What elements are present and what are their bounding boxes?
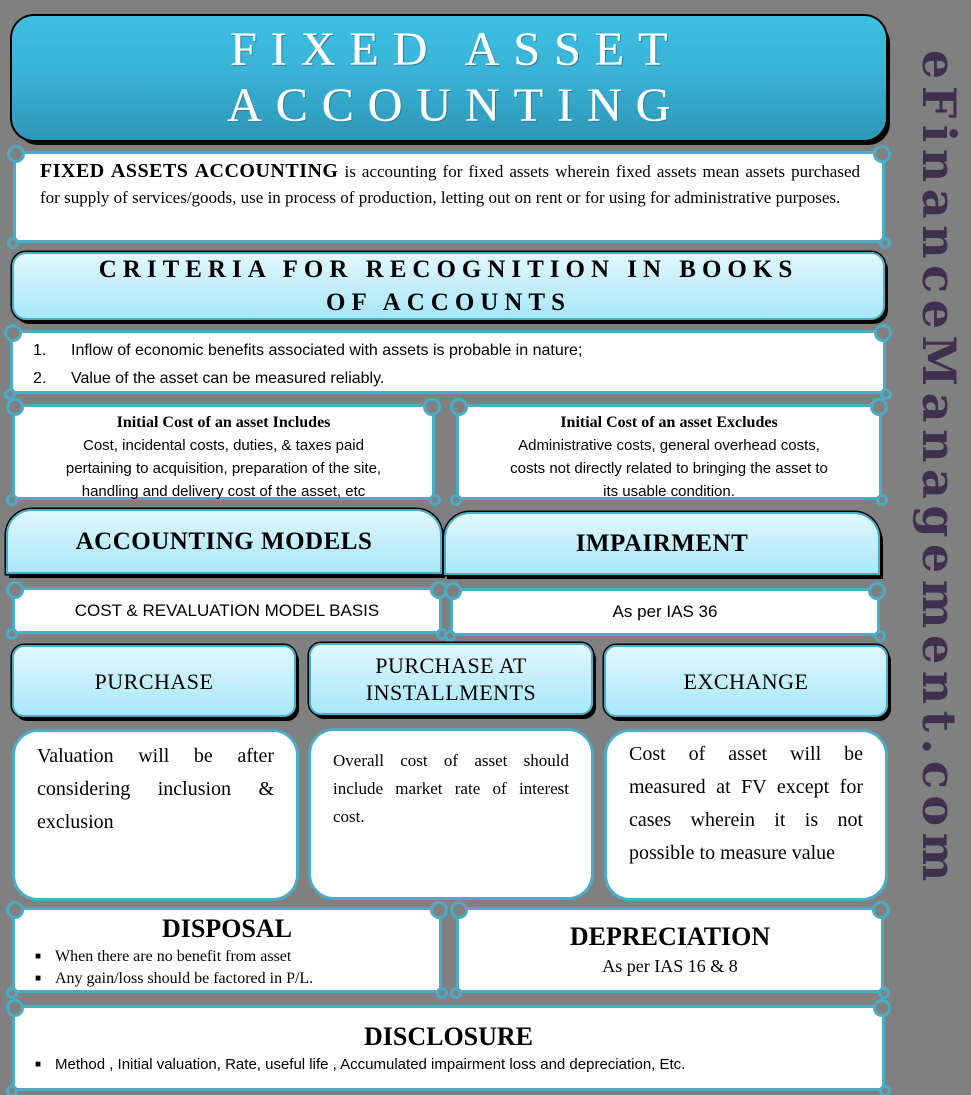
includes-heading: Initial Cost of an asset Includes (116, 414, 331, 431)
disclosure-title: DISCLOSURE (363, 1022, 534, 1051)
title-line-1: FIXED ASSET (230, 23, 682, 76)
includes-line: handling and delivery cost of the asset, etc (81, 483, 366, 500)
exchange-title: EXCHANGE (683, 668, 809, 694)
accounting-models-value-box (12, 587, 442, 634)
site-watermark: eFinanceManagement.com (912, 50, 966, 888)
initial-cost-excludes-box (456, 404, 882, 500)
depreciation-box (456, 907, 884, 993)
definition-body: is accounting for fixed assets wherein fixed assets mean assets purchased for supply of services/goods, use in process of production, letting out on rent or for using for administrative purposes. (40, 162, 860, 207)
title-banner (12, 16, 886, 140)
impairment-header (444, 512, 880, 575)
definition-text (16, 154, 882, 211)
purchase-card (12, 729, 299, 901)
disclosure-box (12, 1005, 885, 1091)
initial-cost-includes-box (12, 404, 435, 500)
purchase-installments-title-line-2: INSTALLMENTS (365, 680, 537, 705)
criteria-title-line-1: CRITERIA FOR RECOGNITION IN BOOKS (98, 256, 799, 283)
depreciation-title: DEPRECIATION (569, 922, 771, 951)
impairment-title: IMPAIRMENT (575, 529, 749, 557)
disclosure-bullet: ■ Method , Initial valuation, Rate, useful life , Accumulated impairment loss and depreciation, Etc. (29, 1054, 882, 1076)
impairment-value: As per IAS 36 (612, 602, 718, 621)
includes-line: Cost, incidental costs, duties, & taxes paid (83, 437, 364, 454)
bullet-icon: ■ (35, 951, 42, 962)
title-line-2: ACCOUNTING (227, 79, 685, 132)
accounting-models-title: ACCOUNTING MODELS (75, 527, 373, 555)
disposal-bullets (15, 946, 439, 990)
depreciation-text: As per IAS 16 & 8 (602, 956, 738, 976)
excludes-line: Administrative costs, general overhead costs, (518, 437, 820, 454)
criteria-title-line-2: OF ACCOUNTS (326, 289, 571, 316)
purchase-installments-header (309, 643, 593, 715)
purchase-text: Valuation will be after considering inclusion & exclusion (37, 745, 274, 833)
criteria-list-box (10, 330, 886, 394)
accounting-models-header (6, 509, 442, 574)
disposal-bullet: ■ Any gain/loss should be factored in P/L. (29, 968, 439, 990)
criteria-item: 1. Inflow of economic benefits associated with assets is probable in nature; (33, 342, 583, 359)
bullet-icon: ■ (35, 1059, 42, 1070)
bullet-icon: ■ (35, 973, 42, 984)
purchase-header (12, 645, 296, 717)
disposal-bullet: ■ When there are no benefit from asset (29, 946, 439, 968)
accounting-models-value: COST & REVALUATION MODEL BASIS (74, 600, 380, 620)
purchase-installments-title-line-1: PURCHASE AT (375, 653, 527, 678)
impairment-value-box (450, 588, 880, 636)
excludes-heading: Initial Cost of an asset Excludes (560, 414, 778, 431)
criteria-header (12, 252, 885, 320)
exchange-text: Cost of asset will be measured at FV except for cases wherein it is not possible to measure value (629, 743, 863, 864)
criteria-list (13, 333, 883, 393)
purchase-title: PURCHASE (94, 668, 214, 694)
disposal-box (12, 907, 442, 993)
exchange-header (604, 645, 888, 717)
excludes-line: its usable condition. (603, 483, 735, 500)
includes-line: pertaining to acquisition, preparation of the site, (65, 460, 382, 477)
definition-box (13, 151, 885, 243)
purchase-installments-text: Overall cost of asset should include market rate of interest cost. (333, 751, 569, 826)
criteria-item: 2. Value of the asset can be measured reliably. (33, 370, 385, 387)
purchase-installments-card (308, 728, 594, 900)
excludes-line: costs not directly related to bringing the asset to (510, 460, 828, 477)
disposal-title: DISPOSAL (161, 914, 293, 943)
disclosure-bullets (15, 1054, 882, 1076)
exchange-card (604, 729, 888, 901)
definition-term: FIXED ASSETS ACCOUNTING (40, 160, 339, 182)
